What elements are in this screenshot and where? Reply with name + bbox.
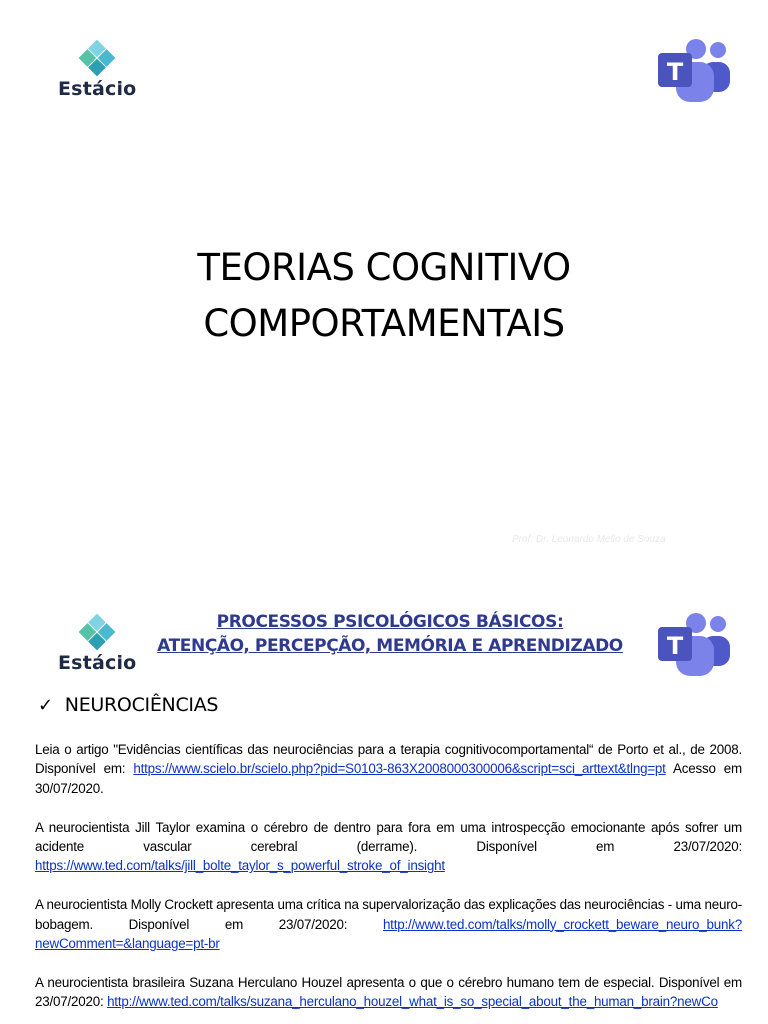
- ted-suzana-herculano-link[interactable]: http://www.ted.com/talks/suzana_herculano_houzel_what_is_so_special_about_the_human_brain?newCo: [107, 994, 718, 1010]
- microsoft-teams-icon: [656, 38, 732, 104]
- paragraph: A neurocientista brasileira Suzana Herculano Houzel apresenta o que o cérebro humano tem de especial. Disponível em 23/07/2020: http://www.ted.com/talks/suzana_herculano_houzel_what_is_so_special_about_the_human_brain?newCo: [35, 974, 742, 1010]
- paragraph: A neurocientista Jill Taylor examina o cérebro de dentro para fora em uma introspecção emocionante após sofrer um acidente vascular cerebral (derrame). Disponível em 23/07/2020: https://www.ted.com/talks/jill_bolte_taylor_s_powerful_stroke_of_insight: [35, 819, 742, 874]
- content-slide: [0, 580, 768, 1024]
- section-heading: [38, 694, 218, 716]
- svg-text:T: T: [666, 632, 684, 660]
- section-heading-label: NEUROCIÊNCIAS: [64, 694, 219, 716]
- estacio-logo: [58, 612, 136, 674]
- title-line-1: TEORIAS COGNITIVO: [197, 246, 571, 289]
- heading-line-2: ATENÇÃO, PERCEPÇÃO, MEMÓRIA E APRENDIZADO: [157, 636, 623, 656]
- author-credit: Prof. Dr. Leonardo Mello de Souza: [512, 534, 666, 545]
- heading-line-1: PROCESSOS PSICOLÓGICOS BÁSICOS:: [216, 612, 564, 632]
- scielo-article-link[interactable]: https://www.scielo.br/scielo.php?pid=S0103-863X2008000300006&script=sci_arttext&tlng=pt: [133, 761, 666, 777]
- estacio-logo-text: Estácio: [58, 78, 137, 100]
- estacio-logo-icon: [77, 612, 117, 652]
- title-line-2: COMPORTAMENTAIS: [203, 302, 565, 345]
- ted-jill-taylor-link[interactable]: https://www.ted.com/talks/jill_bolte_taylor_s_powerful_stroke_of_insight: [35, 858, 445, 874]
- estacio-logo-icon: [77, 38, 117, 78]
- body-text: [35, 740, 742, 1024]
- ted-molly-crockett-link[interactable]: http://www.ted.com/talks/molly_crockett_beware_neuro_bunk?newComment=&language=pt-br: [35, 916, 742, 952]
- slide-title: [0, 240, 768, 352]
- estacio-logo: [58, 38, 136, 100]
- paragraph: Leia o artigo "Evidências científicas das neurociências para a terapia cognitivocomportamental“ de Porto et al., de 2008. Disponível em: https://www.scielo.br/scielo.php?pid=S0103-863X2008000300006&script=sci_arttext&tlng=pt Acesso em 30/07/2020.: [35, 742, 742, 796]
- svg-text:T: T: [666, 58, 684, 86]
- microsoft-teams-icon: [656, 612, 732, 678]
- checkmark-icon: ✓: [38, 694, 53, 716]
- paragraph: A neurocientista Molly Crockett apresenta uma crítica na supervalorização das explicações das neurociências - uma neuro-bobagem. Disponível em 23/07/2020: http://www.ted.com/talks/molly_crockett_beware_neuro_bunk?newComment=&language=pt-br: [35, 897, 742, 952]
- estacio-logo-text: Estácio: [58, 652, 137, 674]
- slide-heading: [150, 610, 630, 658]
